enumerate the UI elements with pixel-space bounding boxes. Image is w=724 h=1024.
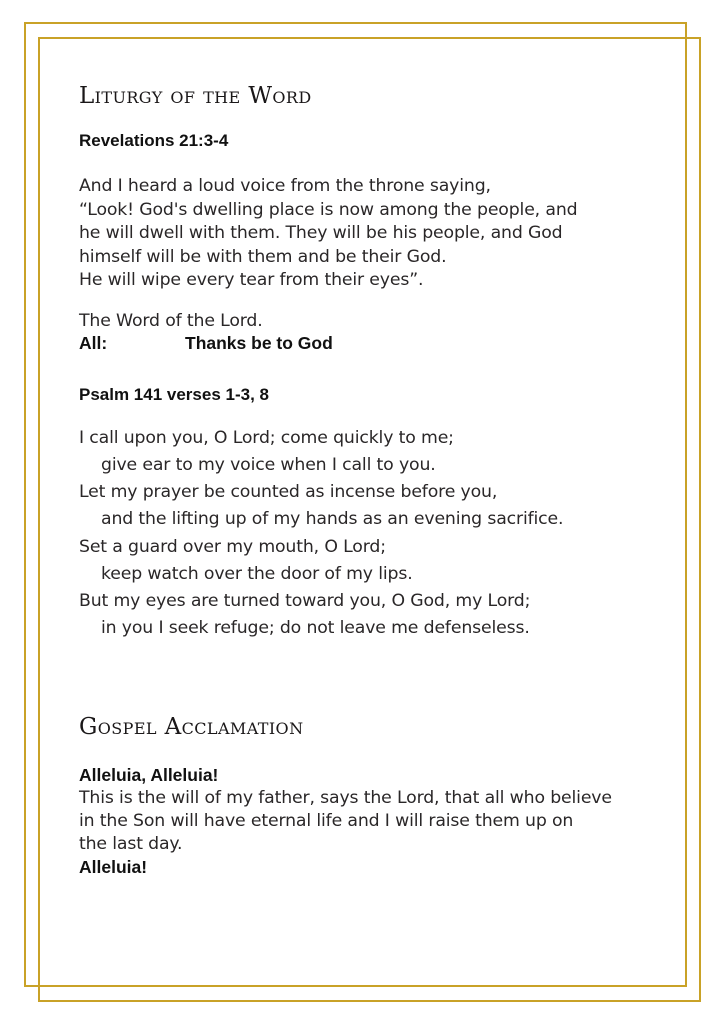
psalm-line-indented: and the lifting up of my hands as an evening sacrifice. [101, 509, 564, 529]
psalm-line-indented: keep watch over the door of my lips. [101, 564, 413, 584]
acclamation-line: the last day. [79, 834, 183, 854]
psalm-reference: Psalm 141 verses 1-3, 8 [79, 385, 269, 404]
response-text: Thanks be to God [185, 333, 333, 353]
section-heading-gospel-acclamation: Gospel Acclamation [79, 714, 304, 740]
reading-reference: Revelations 21:3-4 [79, 131, 229, 150]
reading-line: he will dwell with them. They will be his people, and God [79, 223, 563, 243]
section-heading-liturgy-of-the-word: Liturgy of the Word [79, 83, 312, 109]
acclamation-opening: Alleluia, Alleluia! [79, 765, 219, 785]
acclamation-closing: Alleluia! [79, 857, 148, 877]
acclamation-line: in the Son will have eternal life and I will raise them up on [79, 811, 574, 831]
response-label: All: [79, 333, 108, 353]
psalm-line: Let my prayer be counted as incense before you, [79, 482, 498, 502]
psalm-line: Set a guard over my mouth, O Lord; [79, 537, 386, 557]
psalm-line: But my eyes are turned toward you, O God, my Lord; [79, 591, 531, 611]
psalm-line-indented: in you I seek refuge; do not leave me defenseless. [101, 618, 530, 638]
reading-line: “Look! God's dwelling place is now among the people, and [79, 199, 578, 220]
reading-closing: The Word of the Lord. [79, 311, 263, 331]
reading-line: He will wipe every tear from their eyes”. [79, 270, 424, 290]
response-row [79, 333, 333, 354]
psalm-line: I call upon you, O Lord; come quickly to me; [79, 428, 454, 448]
reading-line: himself will be with them and be their God. [79, 246, 447, 267]
acclamation-line: This is the will of my father, says the Lord, that all who believe [79, 788, 612, 808]
psalm-line-indented: give ear to my voice when I call to you. [101, 455, 436, 475]
reading-line: And I heard a loud voice from the throne saying, [79, 176, 491, 196]
